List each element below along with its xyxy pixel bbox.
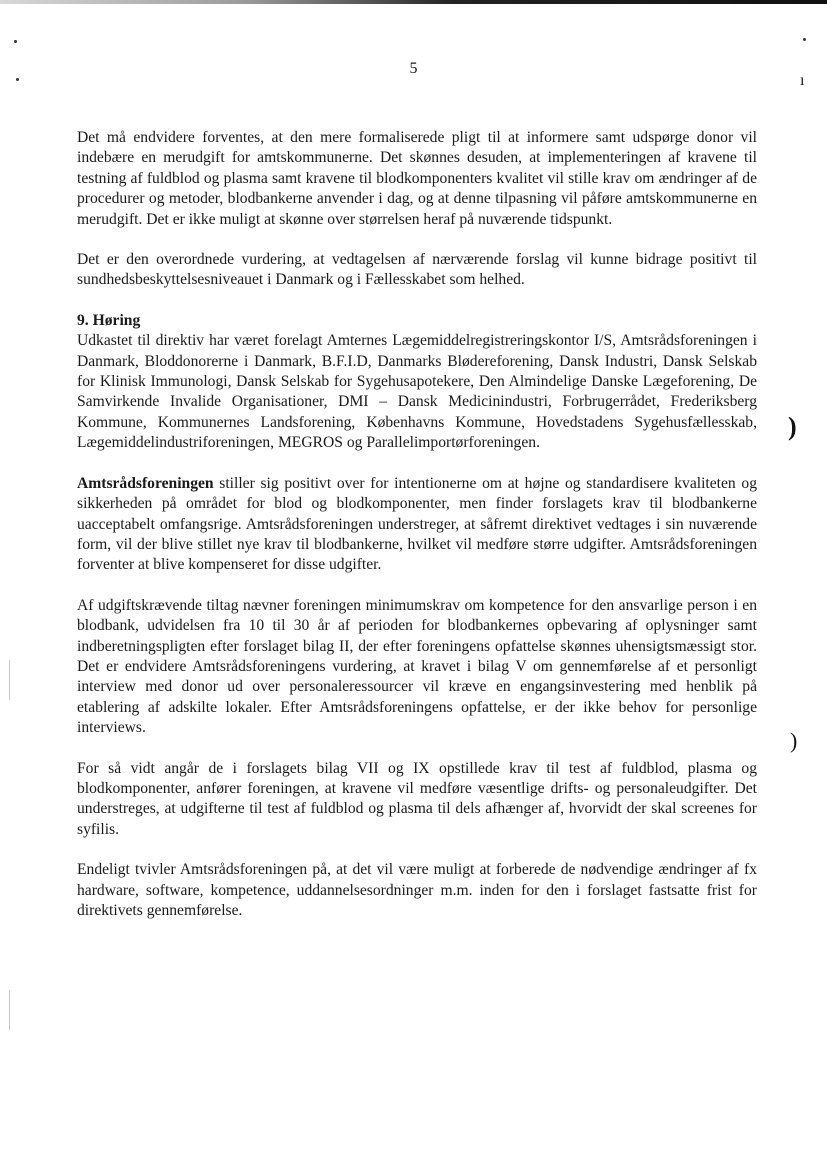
scan-left-edge-line bbox=[9, 990, 10, 1030]
paragraph-text: stiller sig positivt over for intentionerne om at højne og standardisere kvaliteten og sikkerheden på området for blod og blodkomponenter, men finder forslagets krav til blodbankerne uacceptabelt omfangsrige. Amtsrådsforeningen understreger, at såfremt direktivet vedtages i sin nuværende form, vil der blive stillet nye krav til blodbankerne, hvilket vil medføre større udgifter. Amtsrådsforeningen forventer at blive kompenseret for disse udgifter. bbox=[77, 474, 757, 574]
margin-bracket-lower: ) bbox=[790, 728, 798, 753]
scan-speck bbox=[803, 38, 806, 41]
section-heading bbox=[77, 311, 757, 331]
margin-bracket-upper: ) bbox=[788, 412, 797, 441]
paragraph-cost-expectation: Det må endvidere forventes, at den mere formaliserede pligt til at informere samt udspørge donor vil indebære en merudgift for amtskommunerne. Det skønnes desuden, at implementeringen af kravene til testning af fuldblod og plasma samt kravene til blodkomponenters kvalitet vil stille krav om ændringer af de procedurer og metoder, blodbankerne anvender i dag, og at denne tilpasning vil påføre amtskommunerne en merudgift. Det er ikke muligt at skønne over størrelsen heraf på nuværende tidspunkt. bbox=[77, 129, 757, 228]
page-number: 5 bbox=[409, 60, 418, 77]
paragraph-test-requirements: For så vidt angår de i forslagets bilag VII og IX opstillede krav til test af fuldblod, plasma og blodkomponenter, anfører foreningen, at kravene vil medføre væsentlige drifts- og personaleudgifter. Det understreges, at udgifterne til test af fuldblod og plasma til dels afhænger af, hvorvidt der skal screenes for syfilis. bbox=[77, 759, 757, 838]
paragraph-deadline-doubt: Endeligt tvivler Amtsrådsforeningen på, at det vil være muligt at forberede de nødvendige ændringer af fx hardware, software, kompetence, uddannelsesordninger m.m. inden for den i forslaget fastsatte frist for direktivets gennemførelse. bbox=[77, 861, 757, 919]
organization-name: Amtsrådsforeningen bbox=[77, 474, 214, 492]
paragraph-overall-assessment: Det er den overordnede vurdering, at vedtagelsen af nærværende forslag vil kunne bidrage positivt til sundhedsbeskyttelsesniveauet i Danmark og i Fællesskabet som helhed. bbox=[77, 251, 757, 289]
section-heading-text: 9. Høring bbox=[77, 311, 141, 329]
paragraph-cost-measures: Af udgiftskrævende tiltag nævner foreningen minimumskrav om kompetence for den ansvarlige person i en blodbank, udvidelsen fra 10 til 30 år af perioden for blodbankernes opbevaring af oplysninger samt indberetningspligten efter forslaget bilag II, der efter foreningens opfattelse skønnes uhensigtsmæssigt stor. Det er endvidere Amtsrådsforeningens vurdering, at kravet i bilag V om gennemførelse af et personligt interview med donor ud over personaleressourcer vil kræve en engangsinvestering med henblik på etablering af adskilte lokaler. Efter Amtsrådsforeningens opfattelse, er der ikke behov for personlige interviews. bbox=[77, 596, 757, 737]
scan-speck bbox=[14, 40, 17, 43]
margin-tick-mark: ı bbox=[800, 72, 805, 89]
document-body bbox=[77, 128, 757, 941]
paragraph-amtsraadsforeningen-position bbox=[77, 474, 757, 576]
scan-left-edge-line bbox=[9, 660, 10, 700]
scan-top-edge bbox=[0, 0, 827, 4]
paragraph-consultation-list: Udkastet til direktiv har været forelagt Amternes Lægemiddelregistreringskontor I/S, Amtsrådsforeningen i Danmark, Bloddonorerne i Danmark, B.F.I.D, Danmarks Blødereforening, Dansk Industri, Dansk Selskab for Klinisk Immunologi, Dansk Selskab for Sygehusapotekere, Den Almindelige Danske Lægeforening, De Samvirkende Invalide Organisationer, DMI – Dansk Medicinindustri, Forbrugerrådet, Frederiksberg Kommune, Kommunernes Landsforening, Københavns Kommune, Hovedstadens Sygehusfællesskab, Lægemiddelindustriforeningen, MEGROS og Parallelimportørforeningen. bbox=[77, 332, 757, 452]
scan-speck bbox=[16, 78, 19, 81]
